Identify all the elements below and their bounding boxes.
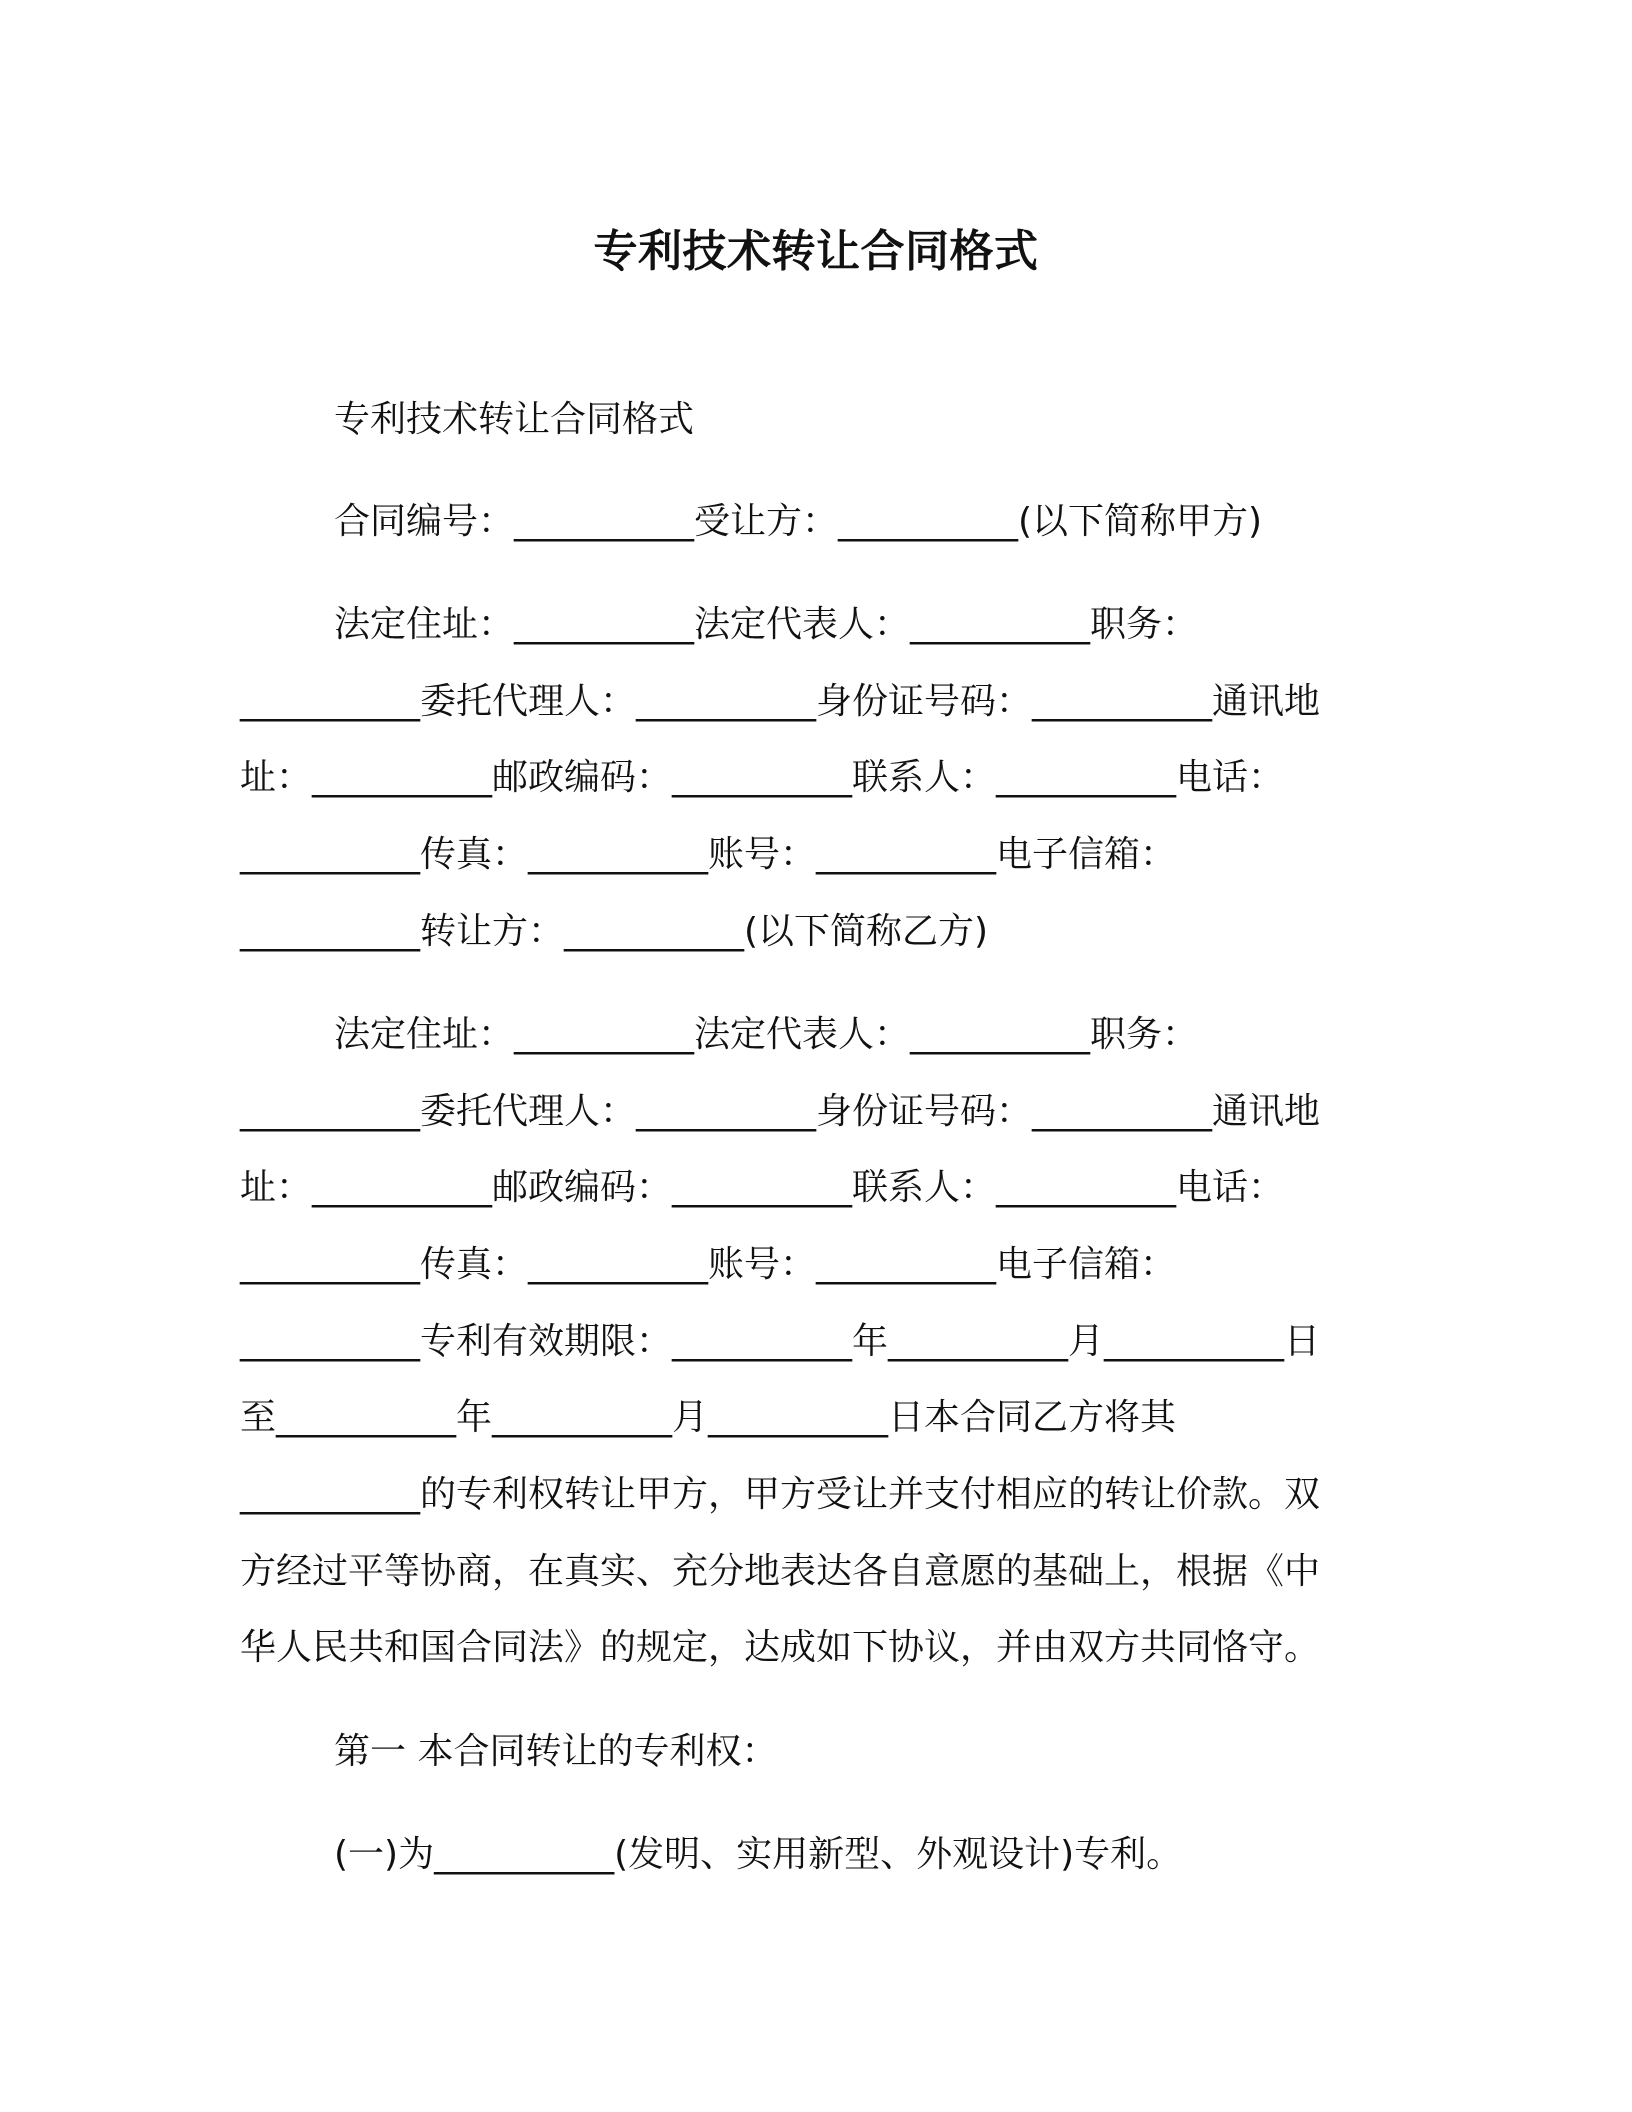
- party-b-postcode-line: 址：__________邮政编码：__________联系人：__________电话：: [240, 1167, 1285, 1208]
- party-b-agent-line: __________委托代理人：__________身份证号码：__________通讯地: [240, 1091, 1321, 1132]
- party-b-address-line: 法定住址：__________法定代表人：__________职务：: [334, 1014, 1199, 1055]
- party-b-fax-line: __________传真：__________账号：__________电子信箱：: [240, 1244, 1177, 1285]
- patent-validity-line: __________专利有效期限：__________年__________月__________日: [240, 1321, 1321, 1362]
- party-a-agent-line: __________委托代理人：__________身份证号码：__________通讯地: [240, 681, 1321, 722]
- article-one-item-one: (一)为__________(发明、实用新型、外观设计)专利。: [334, 1834, 1183, 1875]
- party-a-fax-line: __________传真：__________账号：__________电子信箱：: [240, 834, 1177, 875]
- transfer-statement-line-1: __________的专利权转让甲方，甲方受让并支付相应的转让价款。双: [240, 1474, 1321, 1515]
- contract-number-line: 合同编号：__________受让方：__________(以下简称甲方): [334, 501, 1263, 542]
- party-a-postcode-line: 址：__________邮政编码：__________联系人：__________电话：: [240, 757, 1285, 798]
- subtitle-line: 专利技术转让合同格式: [334, 399, 695, 440]
- transferor-line: __________转让方：__________(以下简称乙方): [240, 911, 989, 952]
- article-one-heading: 第一 本合同转让的专利权：: [334, 1731, 778, 1772]
- document-title: 专利技术转让合同格式: [593, 226, 1039, 277]
- patent-validity-end-line: 至__________年__________月__________日本合同乙方将其: [240, 1397, 1177, 1438]
- transfer-statement-line-2: 方经过平等协商，在真实、充分地表达各自意愿的基础上，根据《中: [240, 1551, 1321, 1592]
- transfer-statement-line-3: 华人民共和国合同法》的规定，达成如下协议，并由双方共同恪守。: [240, 1627, 1321, 1668]
- party-a-address-line: 法定住址：__________法定代表人：__________职务：: [334, 604, 1199, 645]
